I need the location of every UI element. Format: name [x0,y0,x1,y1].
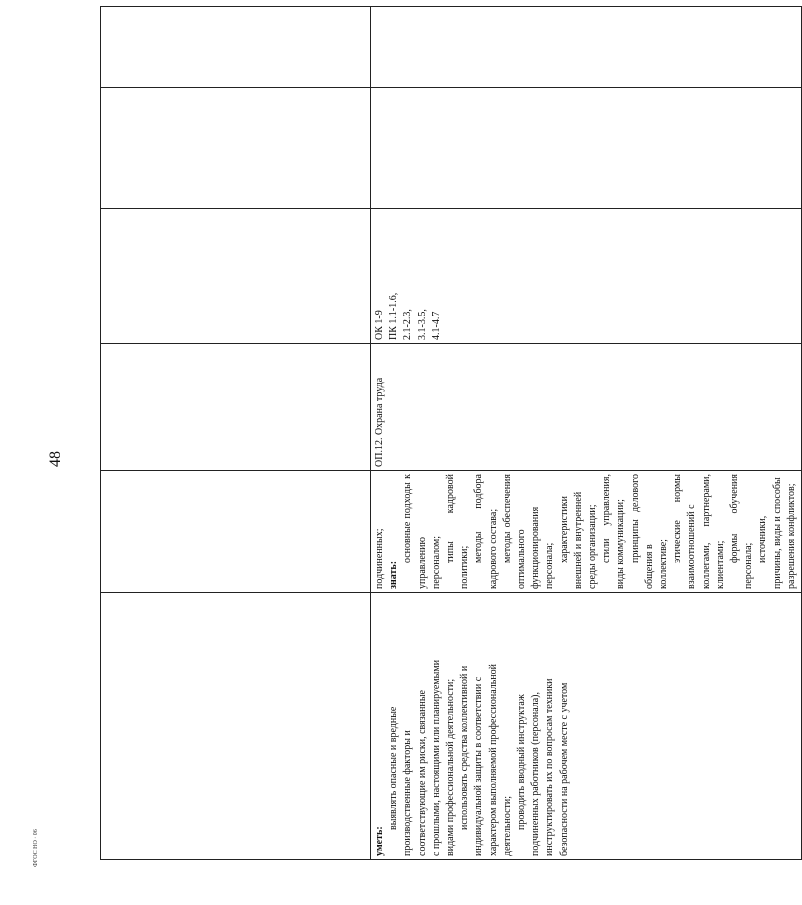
footer-code: ФГОС НО · 06 [33,829,39,867]
skill-line: этические нормы взаимоотношений с [672,474,698,589]
competency-code: 4.1-4.7 [430,311,442,340]
skill-line: коллективе; [658,539,670,589]
cell-empty [101,344,371,471]
competency-code: 3.1-3.5, [416,309,428,340]
competencies-cell [371,209,802,344]
skill-line: разрешения конфликтов; [785,483,797,589]
cell-empty [101,593,371,860]
skill-line: функционирования персонала; [530,506,556,589]
skill-line: типы кадровой политики; [445,474,471,589]
cell-empty [371,7,802,88]
skill-line: инструктировать их по вопросам техники [544,678,556,856]
skill-line: с прошлыми, настоящими или планируемыми [430,659,442,856]
skill-line: уметь: [374,826,385,856]
skill-line: источники, причины, виды и способы [757,477,783,589]
skills-cell-top [371,471,802,593]
skill-line: персоналом; [430,535,442,589]
table-row [101,7,371,860]
cell-empty [101,471,371,593]
cell-empty [371,88,802,209]
skill-line: формы обучения персонала; [729,474,755,589]
skill-line: подчиненных работников (персонала), [530,692,542,856]
skill-line: принципы делового общения в [629,474,655,589]
skill-line: методы обеспечения оптимального [501,474,528,589]
cell-empty [101,209,371,344]
competency-code: ОК 1-9 [374,310,385,340]
skill-line: соответствующие им риски, связанные [416,690,428,856]
cell-empty [101,7,371,88]
skill-line: методы подбора кадрового состава; [473,474,499,589]
rotated-table [100,48,797,860]
table-row [371,7,802,860]
skill-line: характером выполняемой профессиональной [487,663,499,856]
skill-line: безопасности на рабочем месте с учетом [558,682,570,856]
page-number: 48 [47,451,64,467]
skill-line: подчиненных; [374,528,385,589]
skills-cell-bottom [371,593,802,860]
competency-code: ПК 1.1-1.6, [388,292,400,340]
skill-line: проводить вводный инструктаж [516,694,528,830]
skill-line: среды организации; [587,504,599,589]
competency-code: 2.1-2.3, [402,309,414,340]
competency-table [100,6,802,860]
skill-line: видами профессиональной деятельности; [445,678,457,856]
skill-line: характеристики внешней и внутренней [558,491,584,589]
skill-line: индивидуальной защиты в соответствии с [473,676,485,856]
cell-empty [101,88,371,209]
skill-line: знать: [388,560,400,589]
skill-line: использовать средства коллективной и [459,665,471,830]
skill-line: выявлять опасные и вредные [388,706,400,830]
skill-line: стили управления, виды коммуникации; [601,474,627,589]
skill-line: производственные факторы и [402,730,414,856]
skill-line: коллегами, партнерами, клиентами; [700,474,726,589]
skill-line: деятельности; [501,795,513,856]
skill-line: основные подходы к управлению [402,474,428,589]
discipline-cell: ОП.12. Охрана труда [371,344,802,471]
